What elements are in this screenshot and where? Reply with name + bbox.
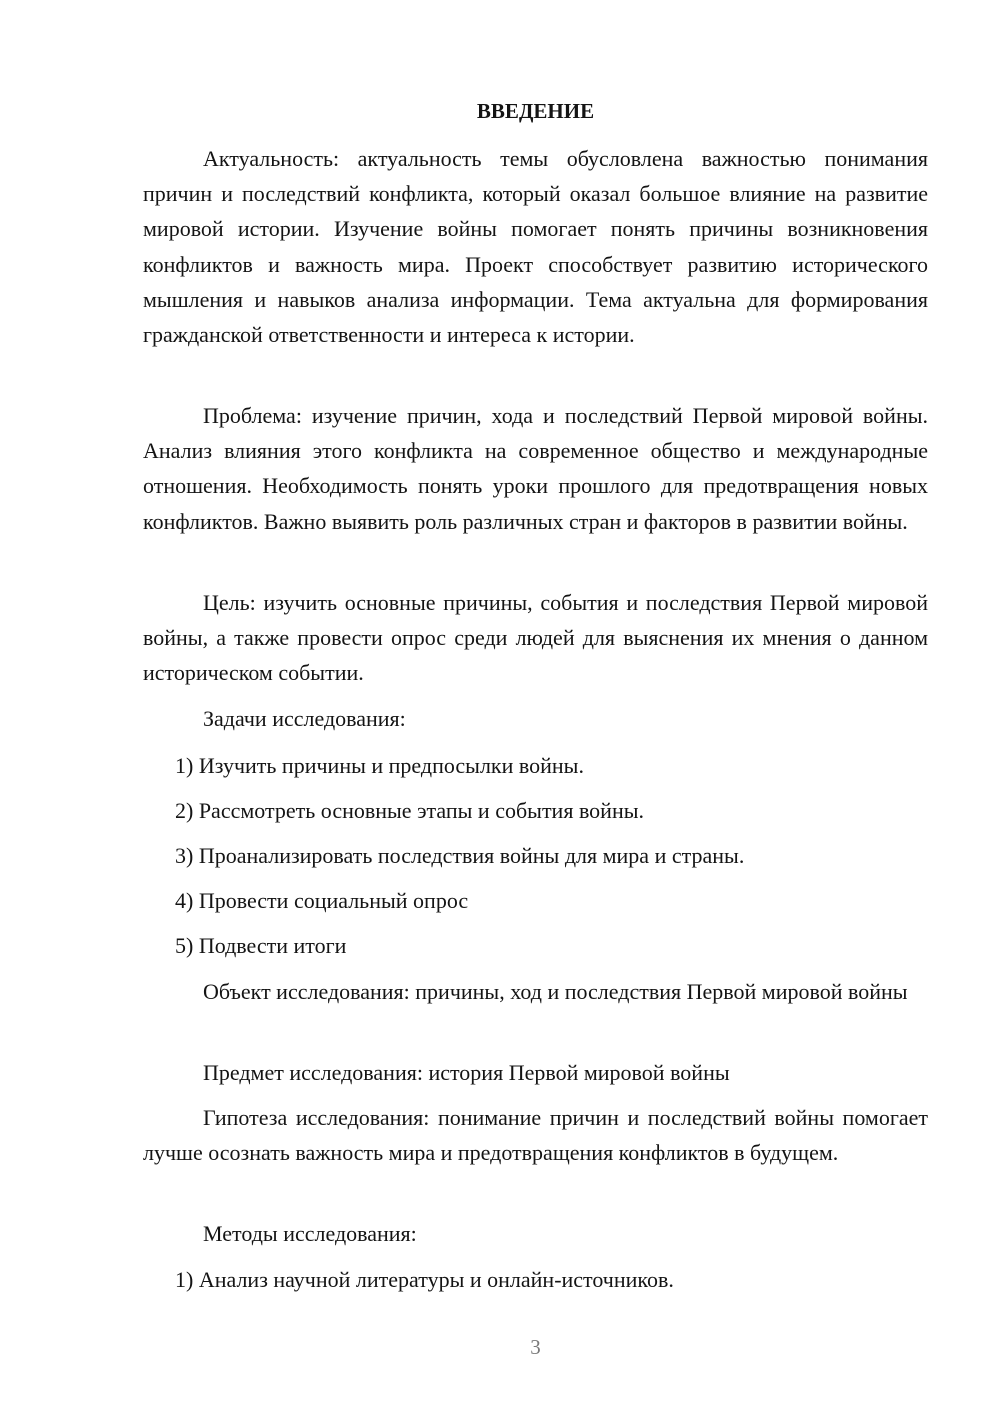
problem-paragraph: Проблема: изучение причин, хода и последствий Первой мировой войны. Анализ влияния этого конфликта на современное общество и международные отношения. Необходимость понять уроки прошлого для предотвращения новых конфликтов. Важно выявить роль различных стран и факторов в развитии войны. (143, 403, 928, 534)
document-page (143, 0, 928, 1414)
task-item-2: 2) Рассмотреть основные этапы и события войны. (175, 798, 645, 823)
goal-paragraph: Цель: изучить основные причины, события и последствия Первой мировой войны, а также провести опрос среди людей для выяснения их мнения о данном историческом событии. (143, 590, 928, 686)
task-item-1: 1) Изучить причины и предпосылки войны. (175, 753, 584, 778)
object-paragraph: Объект исследования: причины, ход и последствия Первой мировой войны (203, 979, 908, 1004)
page-title: ВВЕДЕНИЕ (476, 99, 595, 123)
hypothesis-paragraph: Гипотеза исследования: понимание причин и последствий войны помогает лучше осознать важность мира и предотвращения конфликтов в будущем. (143, 1105, 928, 1166)
task-item-4: 4) Провести социальный опрос (175, 888, 469, 913)
subject-paragraph: Предмет исследования: история Первой мировой войны (203, 1060, 730, 1085)
tasks-heading: Задачи исследования: (203, 706, 406, 731)
method-item-1: 1) Анализ научной литературы и онлайн-источников. (175, 1267, 674, 1292)
task-item-3: 3) Проанализировать последствия войны для мира и страны. (175, 843, 745, 868)
methods-heading: Методы исследования: (203, 1221, 417, 1246)
relevance-paragraph: Актуальность: актуальность темы обусловлена важностью понимания причин и последствий конфликта, который оказал большое влияние на развитие мировой истории. Изучение войны помогает понять причины возникновения конфликтов и важность мира. Проект способствует развитию исторического мышления и навыков анализа информации. Тема актуальна для формирования гражданской ответственности и интереса к истории. (143, 146, 928, 348)
page-number: 3 (530, 1335, 541, 1359)
task-item-5: 5) Подвести итоги (175, 933, 347, 958)
